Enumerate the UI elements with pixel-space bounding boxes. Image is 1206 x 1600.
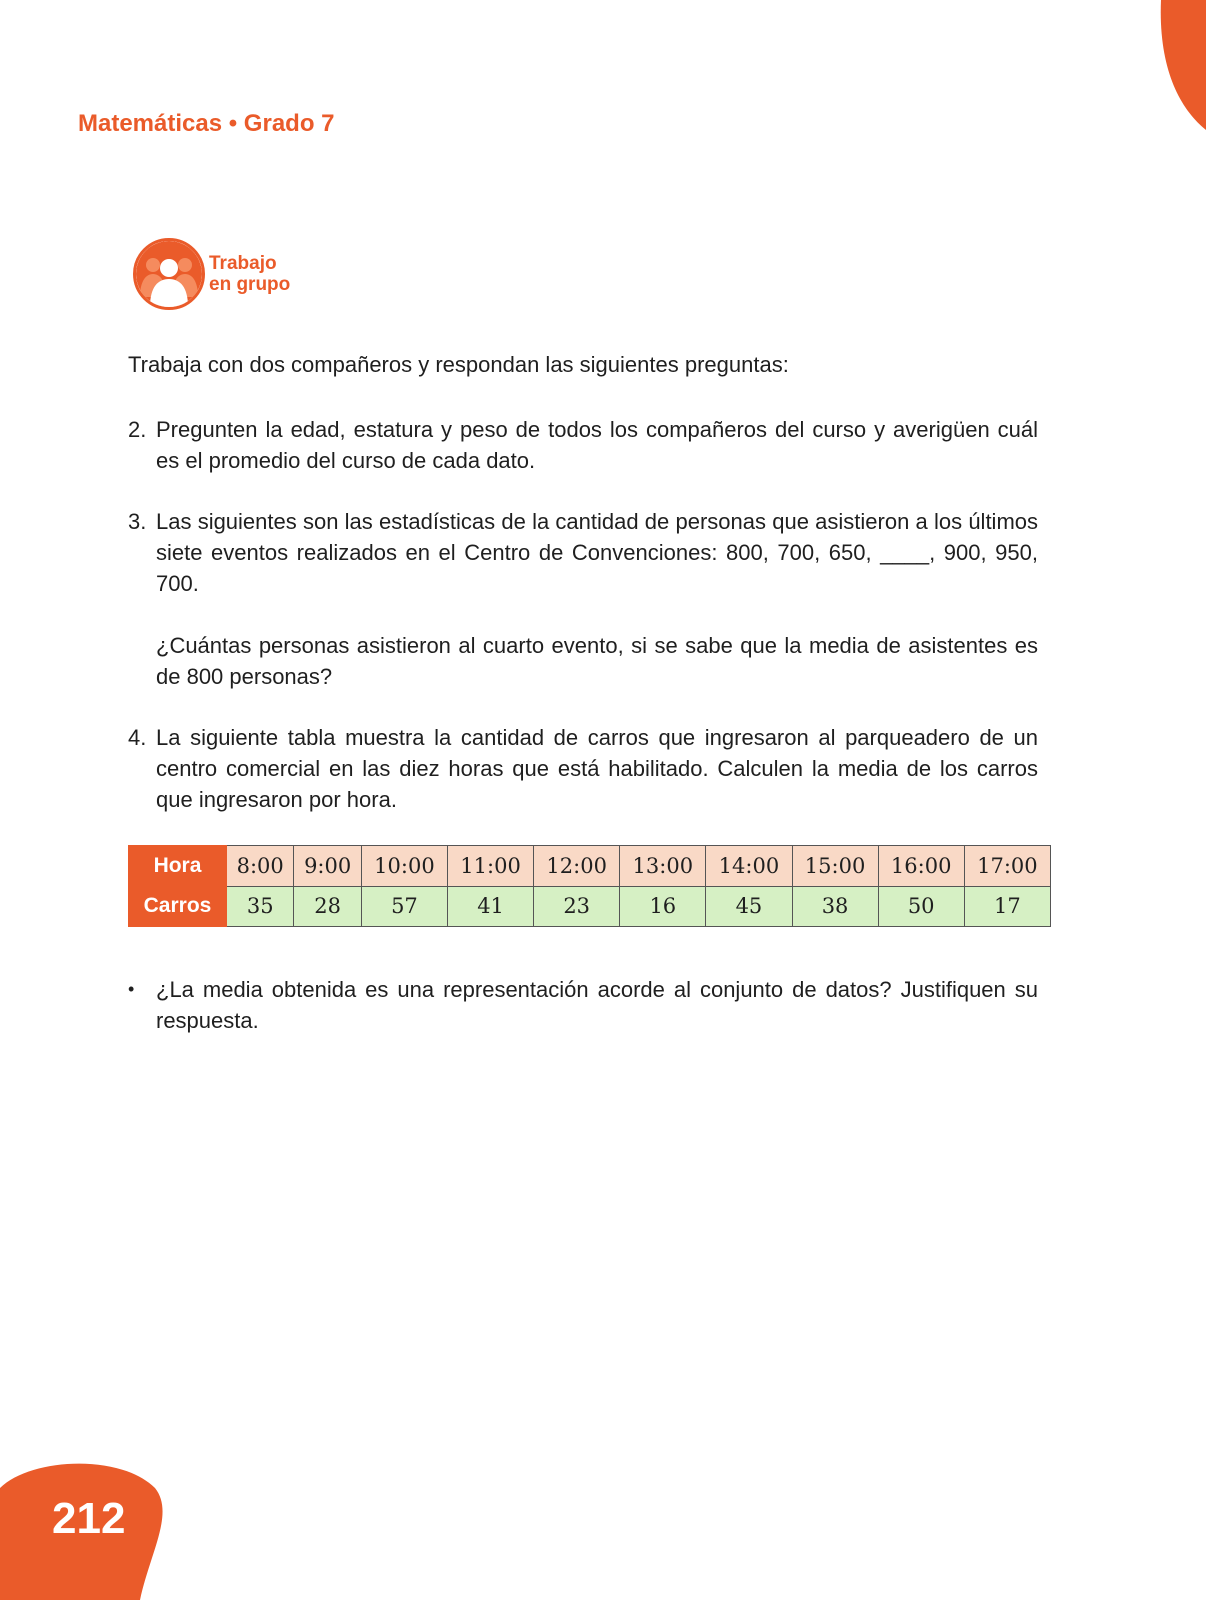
hour-cell: 11:00 [448, 846, 534, 887]
corner-decoration [1146, 0, 1206, 130]
group-work-badge [133, 238, 290, 310]
question-text: Pregunten la edad, estatura y peso de todos los compañeros del curso y averigüen cuál es el promedio del curso de cada dato. [156, 417, 1038, 473]
row-header-cars: Carros [129, 886, 227, 927]
question-number: 4. [128, 725, 147, 750]
table-row-cars [129, 886, 1051, 927]
cars-cell: 35 [227, 886, 294, 927]
badge-label-line2: en grupo [209, 274, 291, 295]
hour-cell: 8:00 [227, 846, 294, 887]
question-text: Las siguientes son las estadísticas de la cantidad de personas que asistieron a los últimos siete eventos realizados en el Centro de Convenciones: 800, 700, 650, ____, 900, 950, 700. [156, 509, 1038, 596]
cars-cell: 17 [964, 886, 1050, 927]
hour-cell: 15:00 [792, 846, 878, 887]
question-3 [128, 506, 1038, 599]
question-3-followup: ¿Cuántas personas asistieron al cuarto evento, si se sabe que la media de asistentes es de 800 personas? [156, 633, 1038, 689]
hour-cell: 9:00 [294, 846, 361, 887]
intro-text: Trabaja con dos compañeros y respondan las siguientes preguntas: [128, 352, 789, 377]
cars-cell: 45 [706, 886, 792, 927]
cars-cell: 38 [792, 886, 878, 927]
hour-cell: 13:00 [620, 846, 706, 887]
badge-label [209, 253, 290, 295]
group-people-icon [133, 238, 205, 310]
hour-cell: 17:00 [964, 846, 1050, 887]
bullet-text: ¿La media obtenida es una representación acorde al conjunto de datos? Justifiquen su respuesta. [156, 977, 1038, 1033]
question-number: 3. [128, 509, 147, 534]
cars-cell: 16 [620, 886, 706, 927]
cars-cell: 50 [878, 886, 964, 927]
badge-label-line1: Trabajo [209, 253, 277, 274]
hour-cell: 10:00 [361, 846, 447, 887]
cars-cell: 41 [448, 886, 534, 927]
table-row-hours [129, 846, 1051, 887]
cars-cell: 28 [294, 886, 361, 927]
page-number: 212 [52, 1494, 126, 1543]
page-header: Matemáticas • Grado 7 [78, 110, 335, 137]
cars-table [128, 845, 1051, 927]
hour-cell: 12:00 [534, 846, 620, 887]
cars-cell: 57 [361, 886, 447, 927]
question-number: 2. [128, 417, 147, 442]
row-header-hours: Hora [129, 846, 227, 887]
bullet-symbol: • [128, 979, 135, 999]
question-text: La siguiente tabla muestra la cantidad de carros que ingresaron al parqueadero de un centro comercial en las diez horas que está habilitado. Calculen la media de los carros que ingresaron por hora. [156, 725, 1038, 812]
bullet-question [128, 974, 1038, 1036]
question-4 [128, 722, 1038, 815]
hour-cell: 16:00 [878, 846, 964, 887]
question-2 [128, 414, 1038, 476]
cars-cell: 23 [534, 886, 620, 927]
hour-cell: 14:00 [706, 846, 792, 887]
